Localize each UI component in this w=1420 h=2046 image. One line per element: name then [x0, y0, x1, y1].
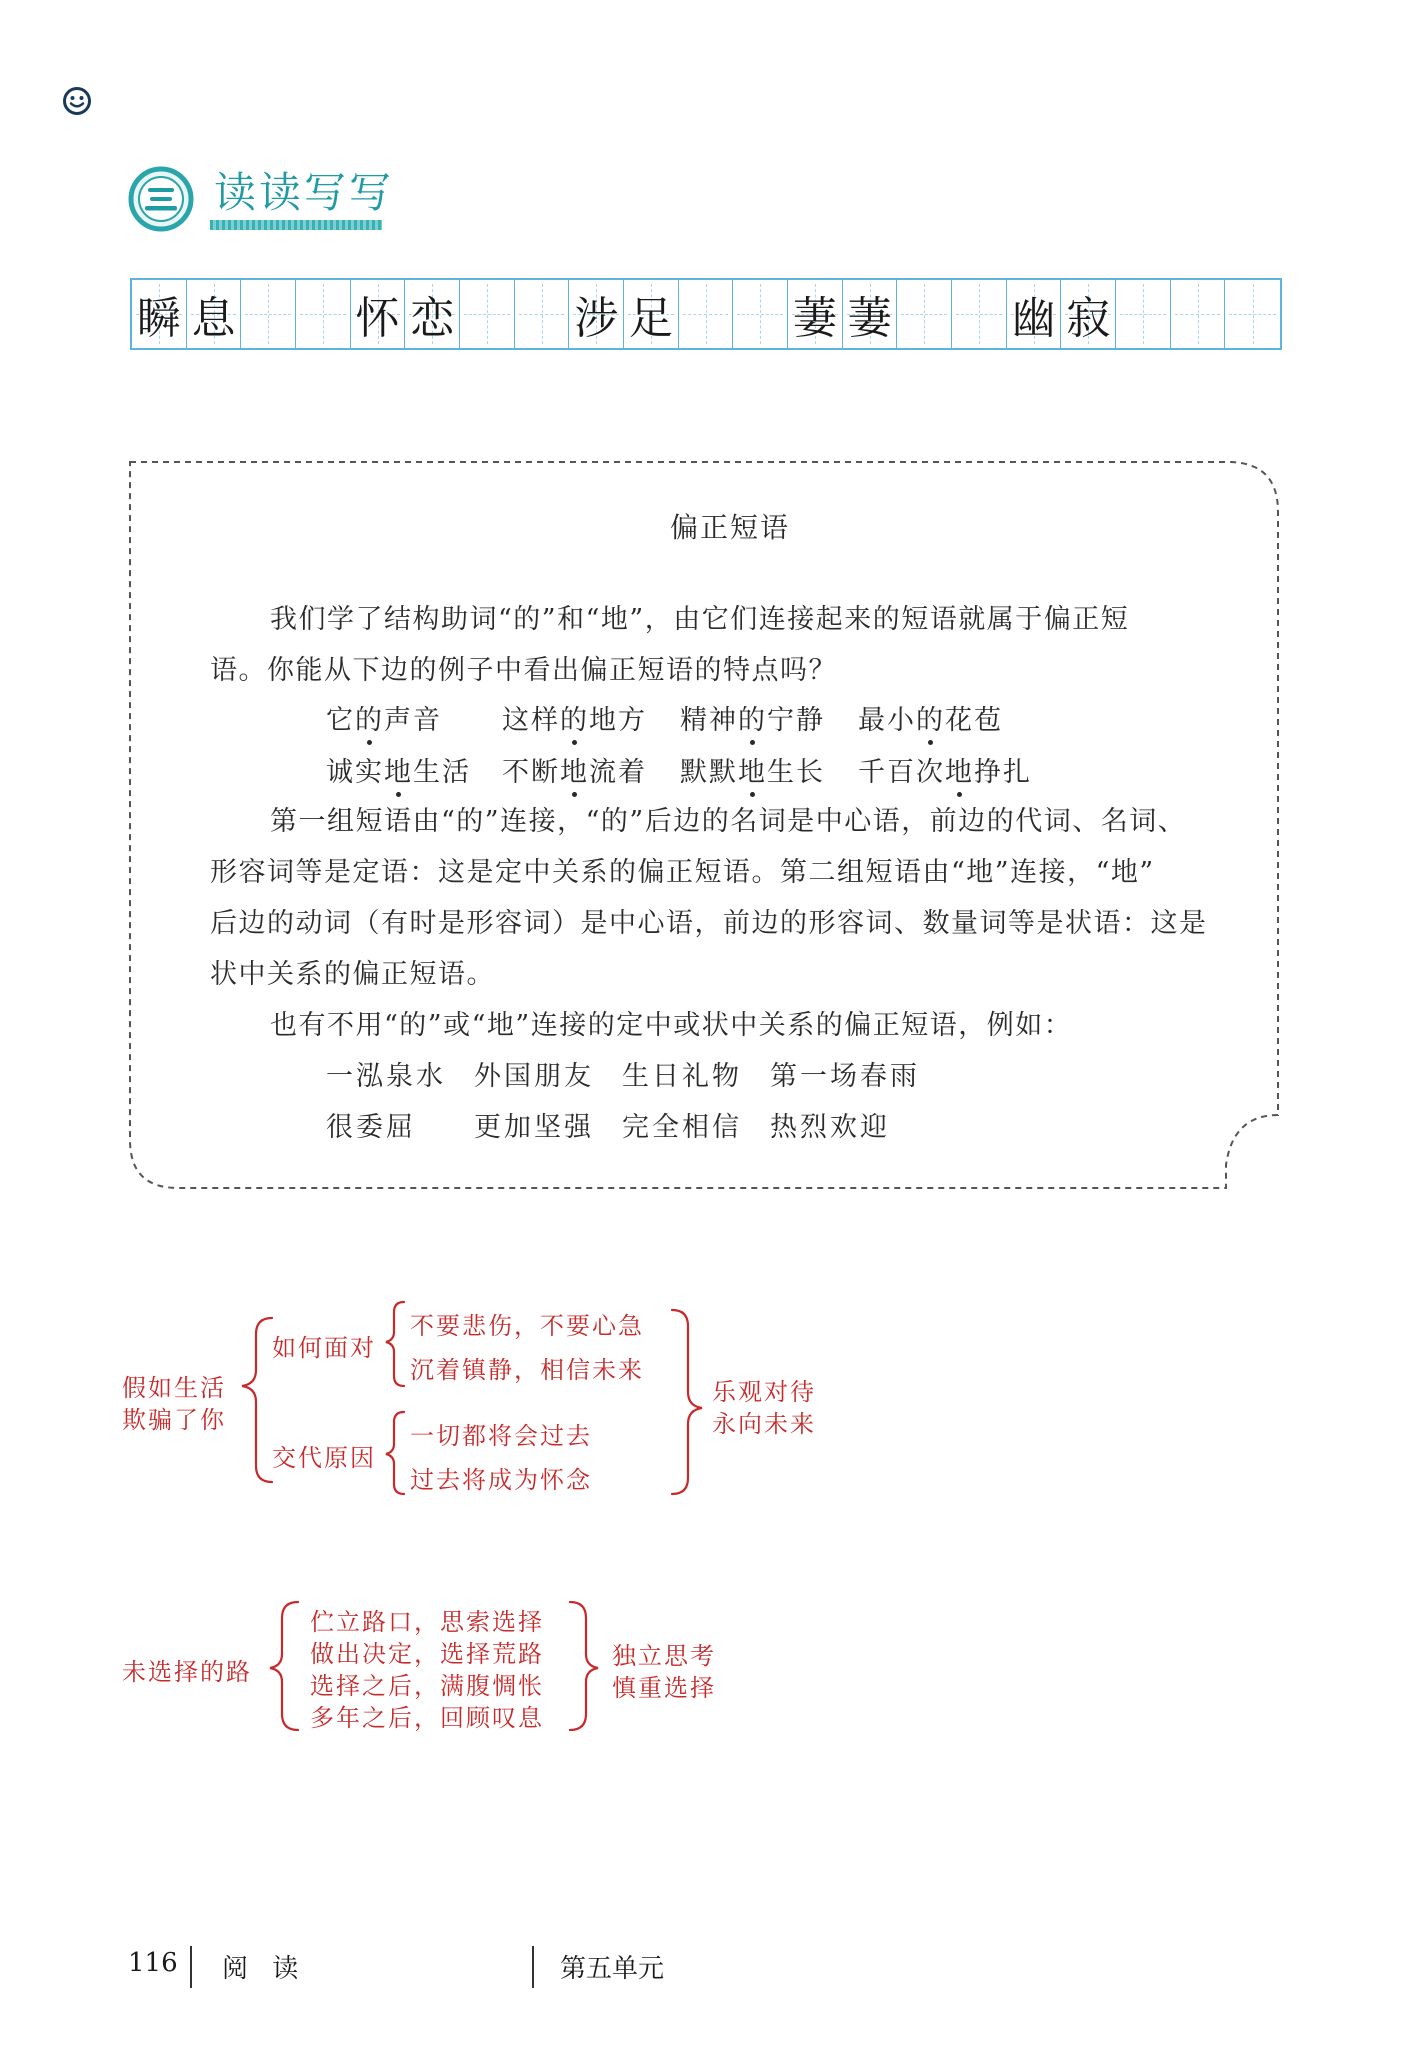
example-phrase: 一泓泉水 — [326, 1061, 446, 1092]
mindmap-1-branch-2-item: 一切都将会过去 — [410, 1422, 592, 1450]
mindmap-1-branch-1-item: 沉着镇静，相信未来 — [410, 1356, 644, 1384]
example-phrase: 精神的宁静 — [680, 698, 825, 737]
note-paragraph-3: 也有不用“的”或“地”连接的定中或状中关系的偏正短语，例如： — [270, 1010, 1073, 1041]
example-phrase: 默默地生长 — [680, 750, 825, 789]
example-phrase: 诚实地生活 — [326, 750, 471, 789]
grid-cell: 涉 — [569, 280, 624, 348]
example-phrase: 不断地流着 — [502, 750, 647, 789]
section-title: 读读写写 — [214, 168, 395, 217]
example-phrase: 第一场春雨 — [770, 1061, 920, 1092]
grid-cell: 恋 — [405, 280, 460, 348]
example-phrase: 完全相信 — [622, 1112, 742, 1143]
mindmap-2-item: 选择之后，满腹惆怅 — [310, 1672, 544, 1700]
mindmap-1-branch-2: 交代原因 — [272, 1444, 376, 1472]
mindmap-2-item: 做出决定，选择荒路 — [310, 1640, 544, 1668]
note-paragraph-2: 第一组短语由“的”连接，“的”后边的名词是中心语，前边的代词、名词、 — [270, 806, 1187, 837]
mindmap-1-branch-1: 如何面对 — [272, 1334, 376, 1362]
mindmap-1-branch-2-item: 过去将成为怀念 — [410, 1466, 592, 1494]
example-phrase: 生日礼物 — [622, 1061, 742, 1092]
mindmap-1-root-line1: 假如生活 — [122, 1374, 226, 1402]
note-paragraph-1: 我们学了结构助词“的”和“地”，由它们连接起来的短语就属于偏正短 — [270, 604, 1130, 635]
example-phrase: 更加坚强 — [474, 1112, 594, 1143]
example-phrase: 这样的地方 — [502, 698, 647, 737]
note-paragraph-2-line4: 状中关系的偏正短语。 — [210, 959, 495, 990]
example-phrase: 外国朋友 — [474, 1061, 594, 1092]
footer-unit: 第五单元 — [560, 1954, 665, 1984]
note-paragraph-2-line2: 形容词等是定语：这是定中关系的偏正短语。第二组短语由“地”连接，“地” — [210, 857, 1155, 888]
footer-divider — [190, 1946, 192, 1988]
mindmap-1-result-line1: 乐观对待 — [712, 1378, 816, 1406]
grid-cell: 息 — [187, 280, 242, 348]
grid-cell: 寂 — [1061, 280, 1116, 348]
mindmap-1-branch-1-item: 不要悲伤，不要心急 — [410, 1312, 644, 1340]
grid-cell: 幽 — [1007, 280, 1062, 348]
mindmap-2-item: 伫立路口，思索选择 — [310, 1608, 544, 1636]
note-title: 偏正短语 — [669, 511, 790, 544]
example-phrase: 很委屈 — [326, 1112, 416, 1143]
footer-divider — [532, 1946, 534, 1988]
grid-cell: 怀 — [351, 280, 406, 348]
mindmap-2-result-line1: 独立思考 — [612, 1642, 716, 1670]
mindmap-2-item: 多年之后，回顾叹息 — [310, 1704, 544, 1732]
grid-cell: 足 — [624, 280, 679, 348]
page-number: 116 — [128, 1948, 178, 1978]
note-paragraph-2-line3: 后边的动词（有时是形容词）是中心语，前边的形容词、数量词等是状语：这是 — [210, 908, 1208, 939]
grid-cell: 萋 — [788, 280, 843, 348]
mindmap-1-result-line2: 永向未来 — [712, 1410, 816, 1438]
mindmap-1-root-line2: 欺骗了你 — [122, 1406, 226, 1434]
note-paragraph-1-cont: 语。你能从下边的例子中看出偏正短语的特点吗？ — [210, 655, 837, 686]
example-phrase: 它的声音 — [326, 698, 442, 737]
footer-section: 阅 读 — [222, 1954, 307, 1984]
mindmap-2-result-line2: 慎重选择 — [612, 1674, 716, 1702]
grid-cell: 萋 — [843, 280, 898, 348]
example-phrase: 千百次地挣扎 — [858, 750, 1032, 789]
grid-cell: 瞬 — [132, 280, 187, 348]
mindmap-2-root: 未选择的路 — [122, 1658, 252, 1686]
example-phrase: 热烈欢迎 — [770, 1112, 890, 1143]
example-phrase: 最小的花苞 — [858, 698, 1003, 737]
